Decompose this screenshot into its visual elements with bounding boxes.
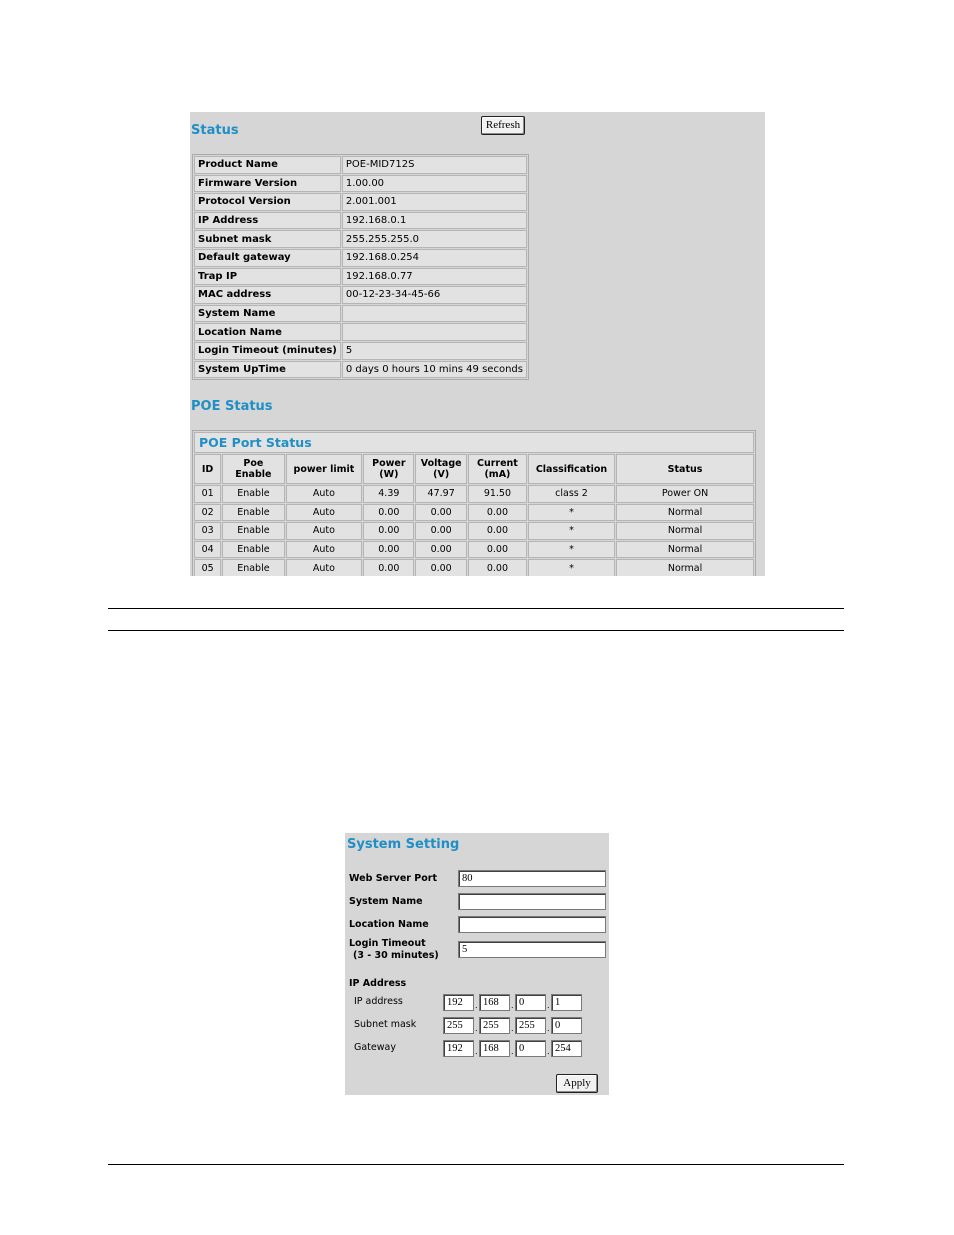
status-info-row — [194, 323, 527, 341]
poe-column-header: ID — [194, 454, 221, 484]
poe-port-row — [194, 559, 754, 576]
subnet-mask-octet-input[interactable]: 255 — [515, 1017, 546, 1034]
gateway-octet-input[interactable]: 168 — [479, 1040, 510, 1057]
poe-column-header: power limit — [286, 454, 363, 484]
gateway-octet-input[interactable]: 254 — [551, 1040, 582, 1057]
poe-port-cell: 91.50 — [468, 485, 527, 503]
gateway-label: Gateway — [354, 1042, 396, 1053]
status-info-value — [342, 323, 527, 341]
ip-address-section-label: IP Address — [349, 978, 407, 989]
poe-port-cell: 03 — [194, 522, 221, 540]
poe-port-cell: Enable — [222, 504, 284, 522]
poe-port-cell: 47.97 — [415, 485, 467, 503]
poe-port-row — [194, 485, 754, 503]
poe-column-header: Status — [616, 454, 754, 484]
poe-port-cell: class 2 — [528, 485, 615, 503]
status-info-label: Trap IP — [194, 268, 341, 286]
login-timeout-label: Login Timeout — [349, 938, 426, 949]
poe-port-cell: Auto — [286, 485, 363, 503]
status-info-label: Default gateway — [194, 249, 341, 267]
poe-port-table — [192, 430, 756, 576]
status-info-row — [194, 342, 527, 360]
status-info-label: IP Address — [194, 212, 341, 230]
status-info-value: 255.255.255.0 — [342, 230, 527, 248]
status-info-row — [194, 230, 527, 248]
status-info-label: Protocol Version — [194, 193, 341, 211]
system-setting-title: System Setting — [347, 837, 460, 852]
location-name-input[interactable] — [458, 916, 606, 933]
status-info-table — [192, 154, 529, 380]
poe-port-cell: Enable — [222, 485, 284, 503]
octet-separator: . — [511, 1023, 514, 1033]
status-info-row — [194, 361, 527, 379]
poe-port-row — [194, 504, 754, 522]
status-info-row — [194, 268, 527, 286]
ip-address-octet-input[interactable]: 168 — [479, 994, 510, 1011]
status-info-value: 192.168.0.254 — [342, 249, 527, 267]
octet-separator: . — [475, 1000, 478, 1010]
status-info-row — [194, 305, 527, 323]
ip-address-octet-input[interactable]: 0 — [515, 994, 546, 1011]
subnet-mask-label: Subnet mask — [354, 1019, 417, 1030]
status-title: Status — [191, 123, 239, 138]
poe-port-cell: 0.00 — [468, 504, 527, 522]
poe-port-cell: 0.00 — [415, 522, 467, 540]
poe-port-cell: 04 — [194, 541, 221, 559]
poe-port-cell: 0.00 — [415, 504, 467, 522]
poe-port-cell: Auto — [286, 559, 363, 576]
poe-port-cell: 0.00 — [468, 522, 527, 540]
octet-separator: . — [475, 1046, 478, 1056]
status-info-label: MAC address — [194, 286, 341, 304]
poe-port-caption: POE Port Status — [194, 432, 754, 453]
login-timeout-input[interactable]: 5 — [458, 941, 606, 958]
subnet-mask-octet-input[interactable]: 255 — [443, 1017, 474, 1034]
octet-separator: . — [547, 1023, 550, 1033]
poe-port-cell: 0.00 — [415, 559, 467, 576]
status-info-value: 5 — [342, 342, 527, 360]
poe-port-cell: 02 — [194, 504, 221, 522]
status-info-label: Product Name — [194, 156, 341, 174]
status-info-label: System UpTime — [194, 361, 341, 379]
octet-separator: . — [511, 1046, 514, 1056]
ip-address-octet-input[interactable]: 1 — [551, 994, 582, 1011]
status-info-value: 00-12-23-34-45-66 — [342, 286, 527, 304]
poe-port-cell: 0.00 — [363, 559, 414, 576]
login-timeout-range-label: (3 - 30 minutes) — [353, 950, 439, 961]
poe-column-header: Classification — [528, 454, 615, 484]
status-screenshot — [190, 112, 765, 576]
poe-status-title: POE Status — [191, 399, 273, 414]
status-info-label: Location Name — [194, 323, 341, 341]
status-info-row — [194, 212, 527, 230]
poe-port-cell: 4.39 — [363, 485, 414, 503]
web-server-port-input[interactable]: 80 — [458, 870, 606, 887]
status-info-label: Subnet mask — [194, 230, 341, 248]
divider-bottom — [108, 1164, 844, 1165]
poe-port-cell: Enable — [222, 541, 284, 559]
octet-separator: . — [547, 1000, 550, 1010]
system-setting-screenshot — [345, 833, 609, 1095]
gateway-octet-input[interactable]: 192 — [443, 1040, 474, 1057]
octet-separator: . — [511, 1000, 514, 1010]
poe-port-cell: Normal — [616, 559, 754, 576]
refresh-button[interactable]: Refresh — [481, 116, 525, 135]
poe-port-cell: Auto — [286, 504, 363, 522]
divider-top — [108, 608, 844, 609]
poe-port-cell: * — [528, 541, 615, 559]
subnet-mask-octet-input[interactable]: 255 — [479, 1017, 510, 1034]
ip-address-octet-input[interactable]: 192 — [443, 994, 474, 1011]
status-info-value: 192.168.0.77 — [342, 268, 527, 286]
poe-port-cell: 0.00 — [415, 541, 467, 559]
poe-column-header: Voltage (V) — [415, 454, 467, 484]
poe-port-cell: Normal — [616, 504, 754, 522]
poe-header-row — [194, 454, 754, 484]
status-info-label: Login Timeout (minutes) — [194, 342, 341, 360]
poe-port-cell: 0.00 — [468, 541, 527, 559]
poe-port-cell: 05 — [194, 559, 221, 576]
status-info-row — [194, 249, 527, 267]
poe-column-header: Power (W) — [363, 454, 414, 484]
poe-port-cell: Normal — [616, 522, 754, 540]
poe-port-cell: 0.00 — [363, 541, 414, 559]
poe-port-cell: * — [528, 559, 615, 576]
poe-port-cell: 01 — [194, 485, 221, 503]
poe-port-cell: Power ON — [616, 485, 754, 503]
status-info-row — [194, 175, 527, 193]
status-info-row — [194, 156, 527, 174]
poe-port-cell: 0.00 — [363, 504, 414, 522]
status-info-value: 1.00.00 — [342, 175, 527, 193]
poe-port-row — [194, 522, 754, 540]
poe-column-header: Current (mA) — [468, 454, 527, 484]
status-info-label: Firmware Version — [194, 175, 341, 193]
status-info-value: 2.001.001 — [342, 193, 527, 211]
poe-port-cell: Auto — [286, 541, 363, 559]
status-info-row — [194, 193, 527, 211]
status-info-row — [194, 286, 527, 304]
status-info-value: POE-MID712S — [342, 156, 527, 174]
web-server-port-label: Web Server Port — [349, 873, 438, 884]
poe-port-cell: 0.00 — [363, 522, 414, 540]
divider-second — [108, 630, 844, 631]
apply-button[interactable]: Apply — [556, 1074, 598, 1093]
status-info-value — [342, 305, 527, 323]
ip-address-label: IP address — [354, 996, 403, 1007]
poe-port-cell: * — [528, 504, 615, 522]
poe-port-cell: Enable — [222, 559, 284, 576]
octet-separator: . — [547, 1046, 550, 1056]
location-name-label: Location Name — [349, 919, 429, 930]
system-name-label: System Name — [349, 896, 423, 907]
subnet-mask-octet-input[interactable]: 0 — [551, 1017, 582, 1034]
poe-port-cell: Enable — [222, 522, 284, 540]
status-info-value: 192.168.0.1 — [342, 212, 527, 230]
poe-port-row — [194, 541, 754, 559]
poe-port-cell: Auto — [286, 522, 363, 540]
status-info-label: System Name — [194, 305, 341, 323]
poe-column-header: Poe Enable — [222, 454, 284, 484]
gateway-octet-input[interactable]: 0 — [515, 1040, 546, 1057]
poe-port-cell: * — [528, 522, 615, 540]
status-info-value: 0 days 0 hours 10 mins 49 seconds — [342, 361, 527, 379]
poe-port-cell: Normal — [616, 541, 754, 559]
poe-port-cell: 0.00 — [468, 559, 527, 576]
octet-separator: . — [475, 1023, 478, 1033]
system-name-input[interactable] — [458, 893, 606, 910]
